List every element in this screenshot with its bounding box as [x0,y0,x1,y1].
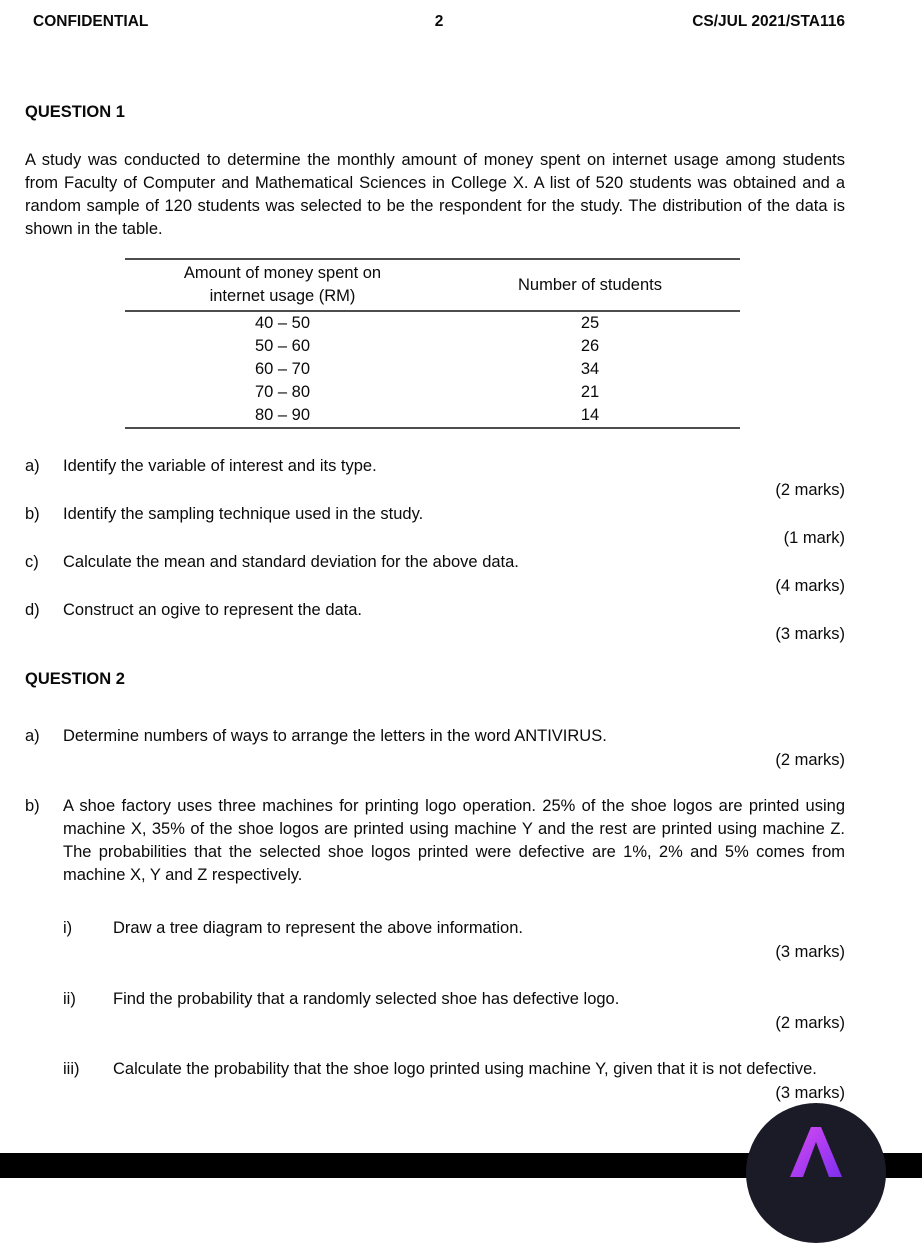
subpart-label: i) [63,919,73,937]
question-part-a [25,725,845,748]
class-interval: 70 – 80 [254,383,311,401]
class-interval: 80 – 90 [125,404,440,428]
marks-label: (2 marks) [775,1014,845,1032]
subpart-text: Find the probability that a randomly selected shoe has defective logo. [113,990,620,1008]
table-row [125,311,740,335]
table-row [125,335,740,358]
question-part-b [25,503,845,526]
subpart-label: ii) [63,990,76,1008]
question-subpart-iii [63,1058,845,1081]
lambda-logo-icon [788,1125,844,1177]
subpart-text: Draw a tree diagram to represent the above information. [113,919,523,937]
part-text: Calculate the mean and standard deviation for the above data. [63,553,519,571]
frequency: 34 [580,360,600,378]
subpart-text: Calculate the probability that the shoe logo printed using machine Y, given that it is not defective. [113,1060,817,1078]
part-label: a) [25,457,40,475]
table-row [125,404,740,428]
part-label: b) [25,797,40,815]
part-text: Identify the variable of interest and its type. [63,457,377,475]
part-text: A shoe factory uses three machines for printing logo operation. 25% of the shoe logos are printed using machine X, 35% of the shoe logos are printed using machine Y and the rest are printed using machine Z. The probabilities that the selected shoe logos printed were defective are 1%, 2% and 5% comes from machine X, Y and Z respectively. [63,797,845,884]
marks-label: (3 marks) [775,625,845,643]
question1-intro: A study was conducted to determine the monthly amount of money spent on internet usage among students from Faculty of Computer and Mathematical Sciences in College X. A list of 520 students was obtained and a random sample of 120 students was selected to be the respondent for the study. The distribution of the data is shown in the table. [25,151,845,238]
question-part-d [25,599,845,622]
marks-label: (3 marks) [775,1084,845,1102]
question-subpart-i [63,917,845,940]
page-header [0,0,922,33]
part-label: a) [25,727,40,745]
part-text: Construct an ogive to represent the data. [63,601,363,619]
frequency: 26 [580,337,600,355]
table-row [125,358,740,381]
question1-title: QUESTION 1 [25,103,125,121]
frequency: 14 [440,404,740,428]
marks-label: (1 mark) [783,529,845,547]
marks-label: (4 marks) [775,577,845,595]
marks-label: (3 marks) [775,943,845,961]
part-text: Identify the sampling technique used in the study. [63,505,424,523]
question-subpart-ii [63,988,845,1011]
part-label: b) [25,505,40,523]
frequency-table [125,258,740,429]
class-interval: 60 – 70 [254,360,311,378]
question-part-a [25,455,845,478]
part-label: c) [25,553,39,571]
frequency: 25 [580,314,600,332]
question1-parts [25,455,845,646]
assistant-overlay-button[interactable] [746,1103,886,1243]
table-header-row [125,259,740,311]
page-number: 2 [434,13,444,30]
document-body [0,101,922,1105]
question-part-b [25,795,845,887]
confidential-label: CONFIDENTIAL [33,13,149,30]
table-row [125,381,740,404]
class-interval: 40 – 50 [254,314,311,332]
class-interval: 50 – 60 [254,337,311,355]
question2-title: QUESTION 2 [25,670,125,688]
part-label: d) [25,601,40,619]
marks-label: (2 marks) [775,751,845,769]
table-col2-header: Number of students [440,259,740,311]
table-col1-header: Amount of money spent on internet usage (RM) [125,259,440,311]
question-part-c [25,551,845,574]
marks-label: (2 marks) [775,481,845,499]
subpart-label: iii) [63,1060,80,1078]
frequency: 21 [580,383,600,401]
part-text: Determine numbers of ways to arrange the letters in the word ANTIVIRUS. [63,727,607,745]
paper-code: CS/JUL 2021/STA116 [692,13,845,30]
